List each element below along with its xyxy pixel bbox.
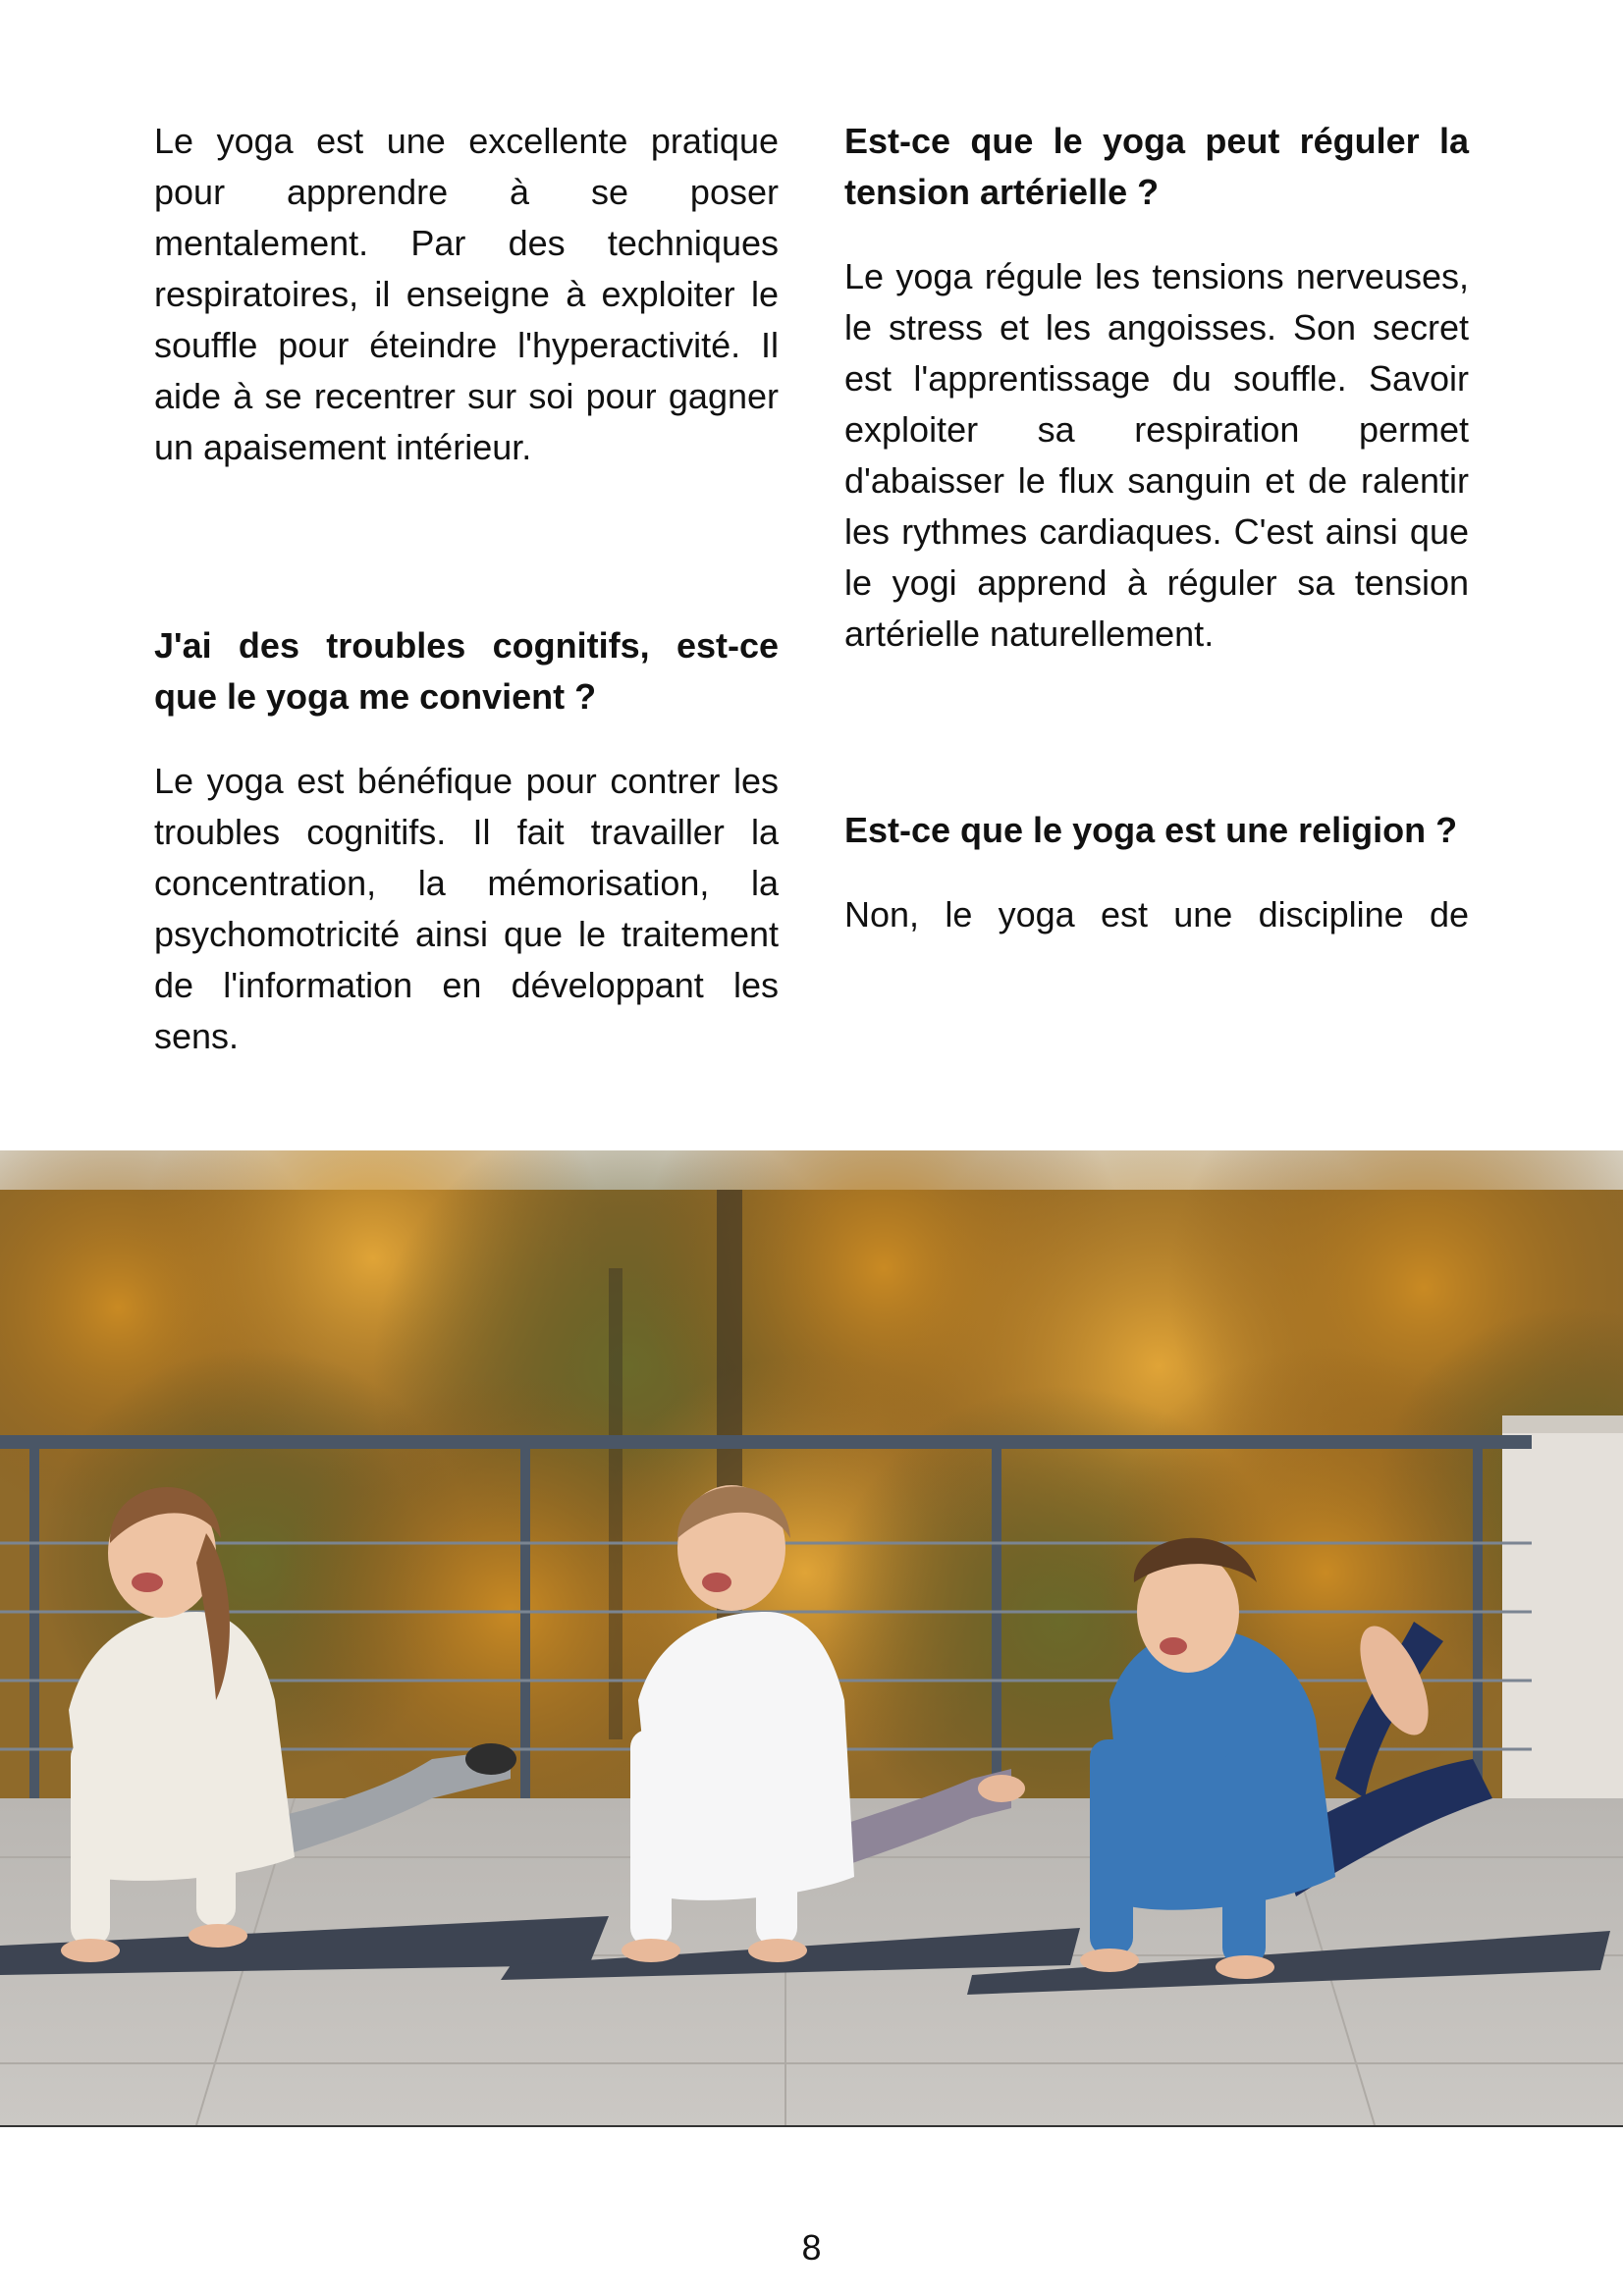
- right-column: [844, 116, 1469, 940]
- answer-blood-pressure: Le yoga régule les tensions nerveuses, le stress et les angoisses. Son secret est l'apprentissage du souffle. Savoir exploiter sa respiration permet d'abaisser le flux sanguin et de ralentir les rythmes cardiaques. C'est ainsi que le yogi apprend à réguler sa tension artérielle naturellement.: [844, 256, 1469, 654]
- question-religion: Est-ce que le yoga est une religion ?: [844, 810, 1458, 850]
- answer-religion-start: Non, le yoga est une discipline de: [844, 894, 1469, 934]
- question-blood-pressure: Est-ce que le yoga peut réguler la tension artérielle ?: [844, 121, 1469, 212]
- yoga-kids-photo: [0, 1150, 1623, 2127]
- intro-paragraph: Le yoga est une excellente pratique pour apprendre à se poser mentalement. Par des techniques respiratoires, il enseigne à exploiter le souffle pour éteindre l'hyperactivité. Il aide à se recentrer sur soi pour gagner un apaisement intérieur.: [154, 121, 779, 467]
- question-cognitive-troubles: J'ai des troubles cognitifs, est-ce que le yoga me convient ?: [154, 625, 779, 717]
- answer-cognitive-troubles: Le yoga est bénéfique pour contrer les troubles cognitifs. Il fait travailler la concentration, la mémorisation, la psychomotricité ainsi que le traitement de l'information en développant les sens.: [154, 761, 779, 1056]
- page-number: 8: [801, 2227, 822, 2268]
- left-column: [154, 116, 779, 1062]
